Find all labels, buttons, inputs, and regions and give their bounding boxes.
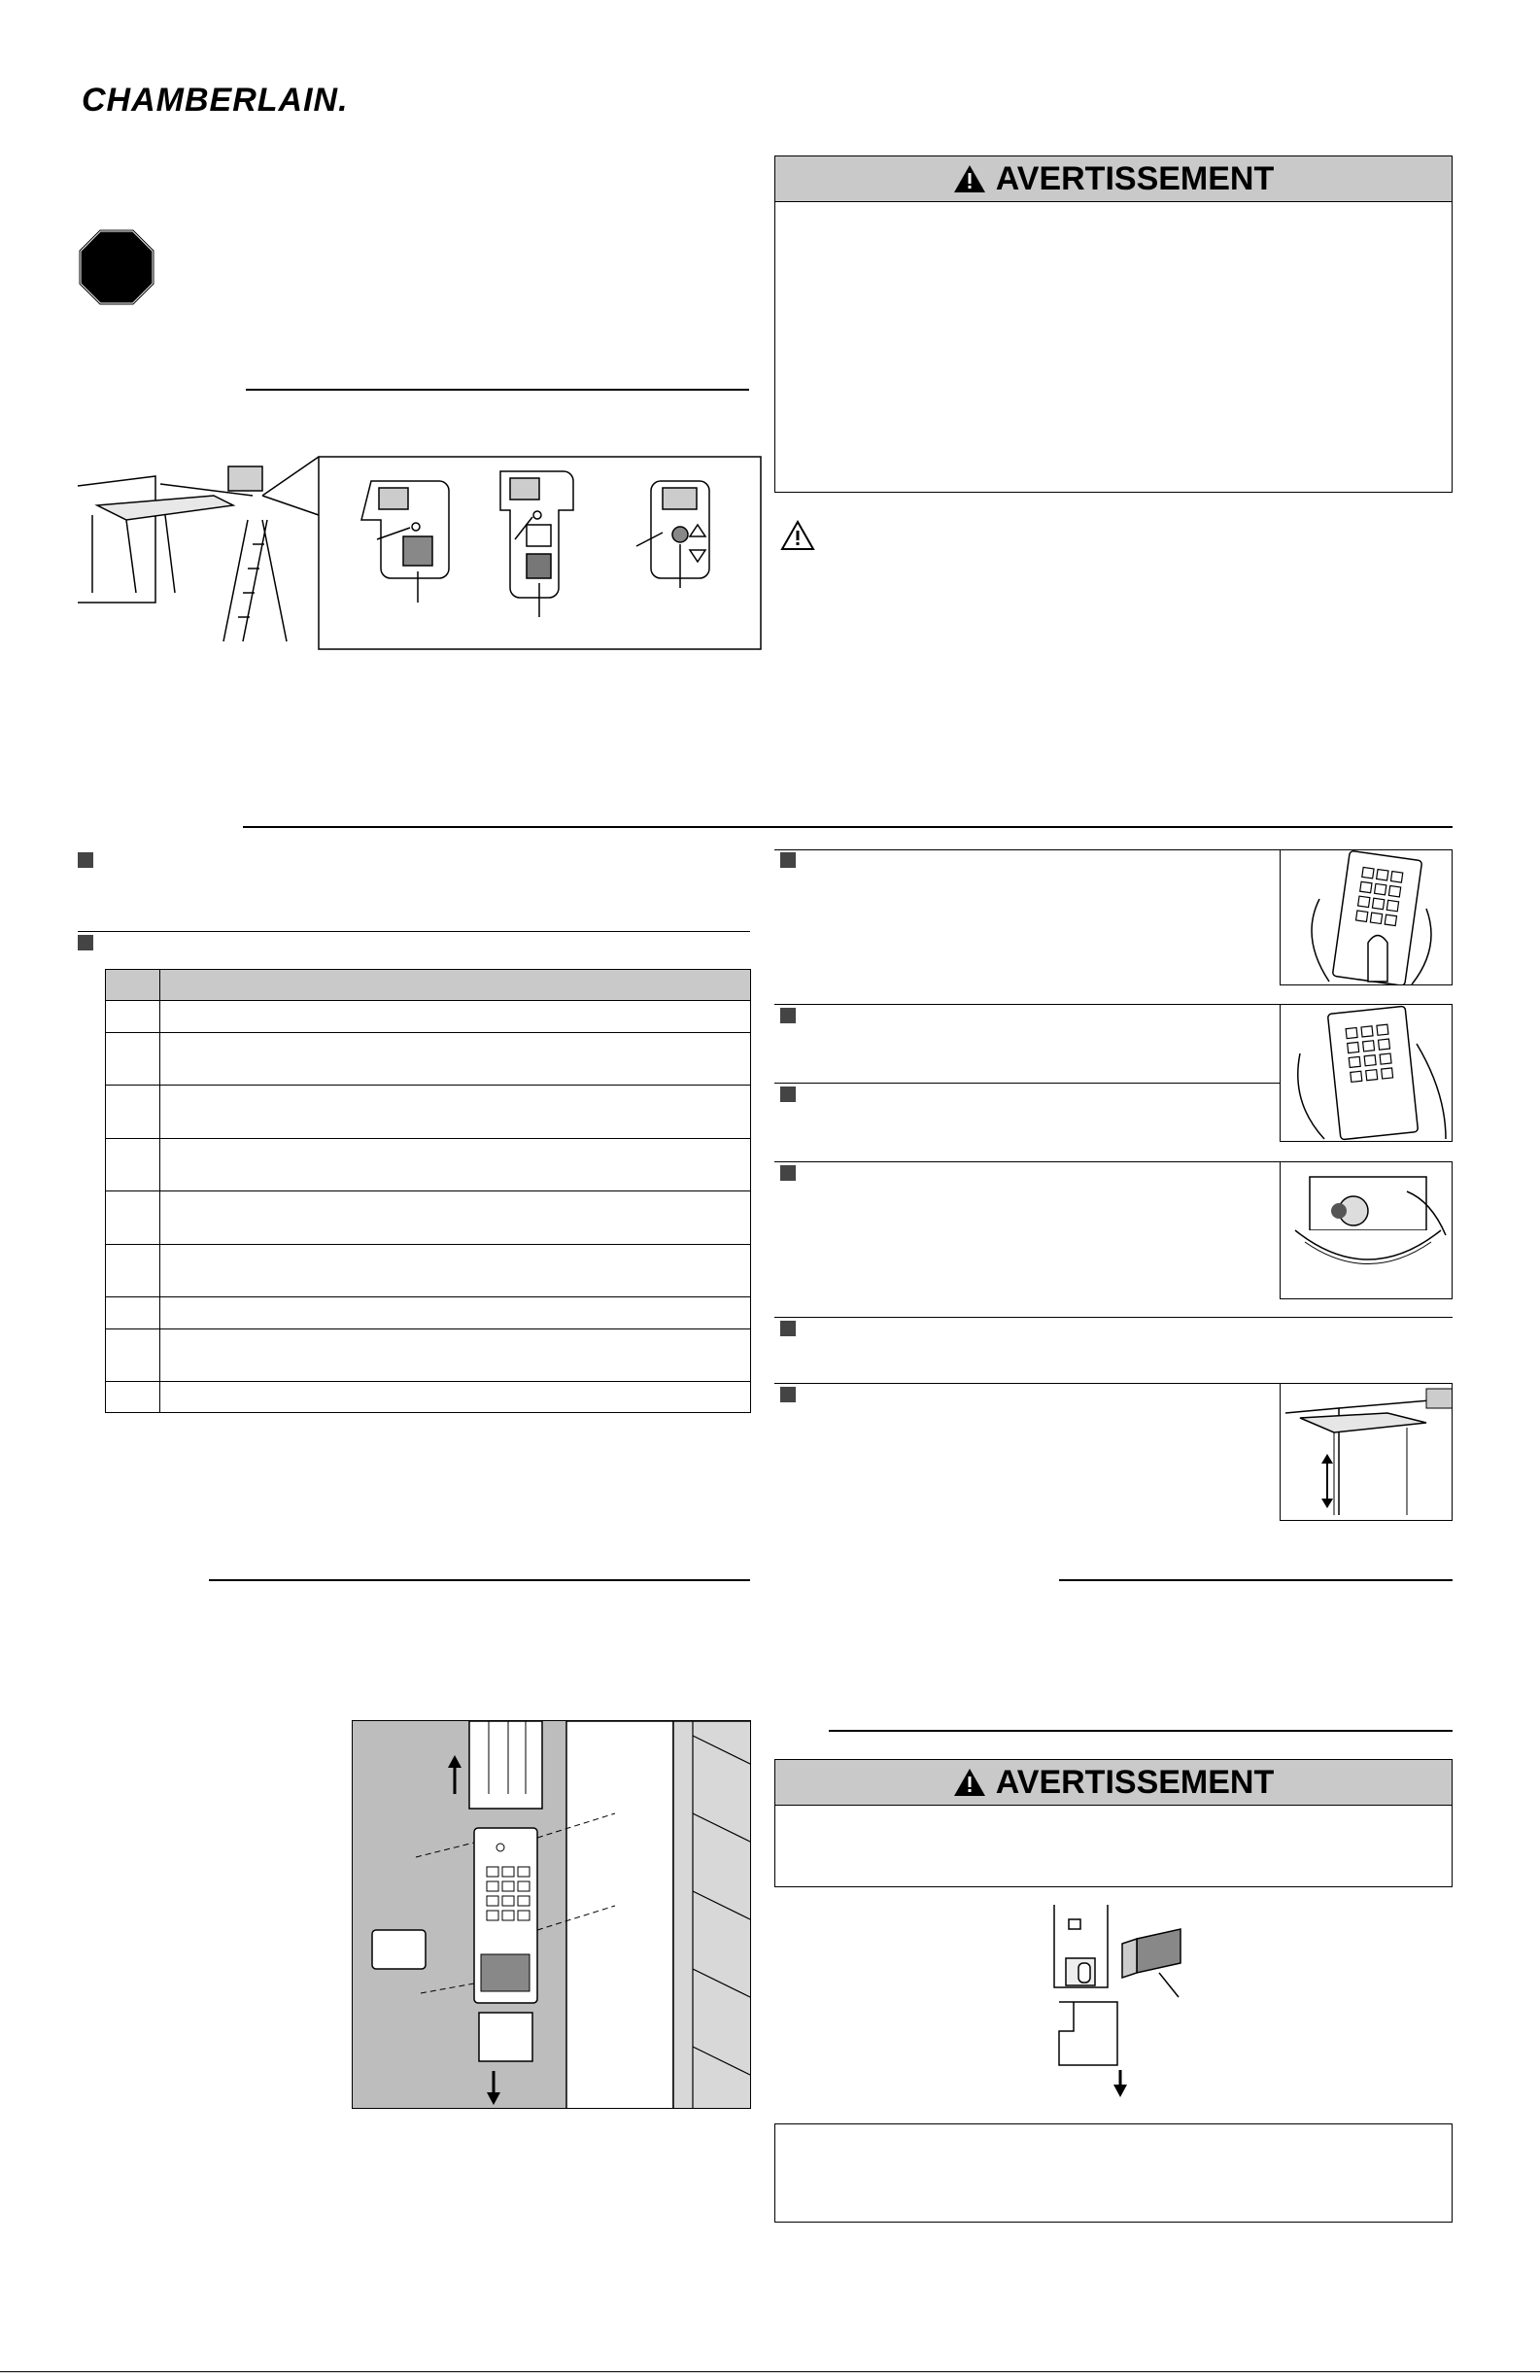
- table-header-row: [106, 970, 751, 1001]
- table-row: [106, 1297, 751, 1329]
- garage-door-image: [1280, 1383, 1453, 1521]
- warning-box-1: [774, 155, 1453, 493]
- step-marker: [78, 852, 93, 868]
- step-marker: [780, 1008, 796, 1023]
- warning-header-1: [775, 156, 1452, 202]
- step-divider: [774, 1083, 1280, 1084]
- step-divider: [78, 931, 750, 932]
- step-marker: [780, 1321, 796, 1336]
- warning-triangle-icon: [953, 164, 986, 193]
- warning-title-2: AVERTISSEMENT: [995, 1763, 1275, 1801]
- step-marker: [780, 852, 796, 868]
- steps-table: [105, 969, 751, 1413]
- battery-replacement-illustration: [1044, 1905, 1239, 2099]
- table-row: [106, 1191, 751, 1245]
- table-row: [106, 1245, 751, 1297]
- keypad-mounting-image: [352, 1720, 751, 2109]
- section-rule: [829, 1730, 1453, 1732]
- warning-triangle-icon: [780, 520, 815, 551]
- table-row: [106, 1033, 751, 1086]
- step-divider: [774, 1317, 1453, 1318]
- section-rule: [1059, 1579, 1453, 1581]
- table-row: [106, 1086, 751, 1139]
- warning-header-2: [775, 1760, 1452, 1806]
- step-marker: [78, 935, 93, 950]
- step-marker: [780, 1087, 796, 1102]
- table-row: [106, 1329, 751, 1382]
- opener-learn-button-illustration: [68, 447, 768, 661]
- step-divider: [774, 1161, 1280, 1162]
- footer-rule: [0, 2371, 1540, 2372]
- opener-light-image: [1280, 1161, 1453, 1299]
- section-rule: [243, 826, 1453, 828]
- warning-title-1: AVERTISSEMENT: [995, 159, 1275, 197]
- warning-box-2: [774, 1759, 1453, 1887]
- table-row: [106, 1139, 751, 1191]
- table-row: [106, 1382, 751, 1413]
- chamberlain-logo: [82, 80, 402, 127]
- step-marker: [780, 1165, 796, 1181]
- stop-sign-icon: [78, 228, 155, 306]
- step-divider: [774, 1004, 1280, 1005]
- keypad-hand-image-1: [1280, 849, 1453, 985]
- note-box: [774, 2123, 1453, 2223]
- section-rule: [246, 389, 749, 391]
- step-divider: [774, 849, 1280, 850]
- logo-text: CHAMBERLAIN.: [82, 82, 349, 119]
- logo-wordmark: [82, 80, 402, 119]
- section-rule: [209, 1579, 750, 1581]
- keypad-hand-image-2: [1280, 1004, 1453, 1142]
- table-row: [106, 1001, 751, 1033]
- warning-triangle-icon: [953, 1768, 986, 1797]
- step-marker: [780, 1387, 796, 1402]
